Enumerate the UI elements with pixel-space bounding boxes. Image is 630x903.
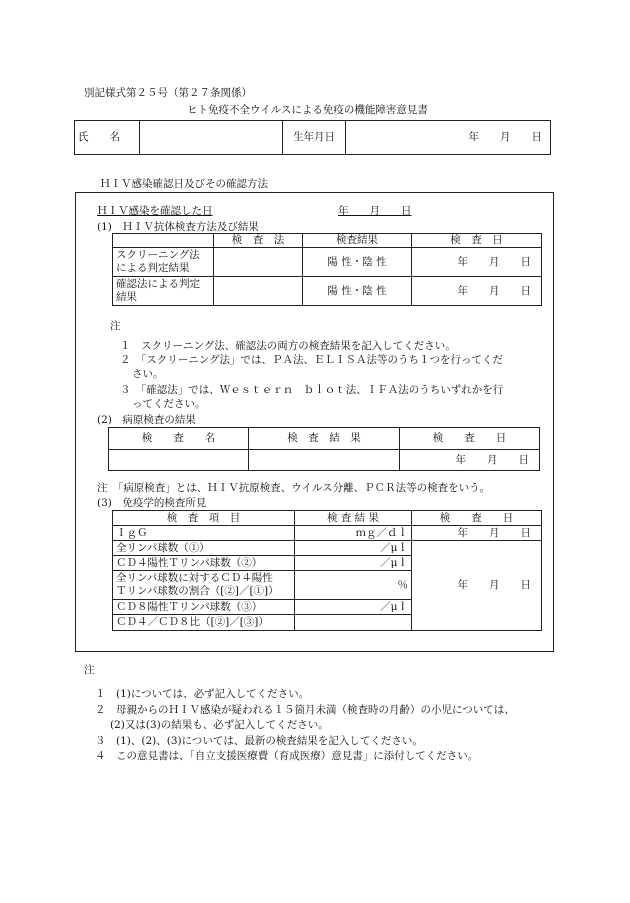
antibody-heading: (1) ＨＩＶ抗体検査方法及び結果 [97, 221, 259, 233]
immuno-result-cell[interactable] [295, 615, 412, 631]
antibody-note: １ スクリーニング法、確認法の両方の検査結果を記入してください。 [120, 340, 456, 352]
pathogen-header-name: 検 査 名 [109, 428, 249, 450]
immuno-item: 全リンパ球数に対するＣＤ４陽性 Ｔリンパ球数の割合（[②]／[①]） [113, 571, 295, 600]
hiv-section-heading: ＨＩＶ感染確認日及びその確認方法 [100, 178, 268, 190]
immuno-result-cell[interactable]: ｍｇ／ｄｌ [295, 526, 412, 541]
immuno-item: 全リンパ球数（①） [113, 541, 295, 556]
immuno-result-cell[interactable]: ／μｌ [295, 556, 412, 571]
immuno-heading: (3) 免疫学的検査所見 [97, 497, 207, 509]
antibody-note: ２ 「スクリーニング法」では、ＰＡ法、ＥＬＩＳＡ法等のうち１つを行ってくだ [120, 354, 504, 366]
footer-note: (2)又は(3)の結果も、必ず記入してください。 [110, 719, 329, 731]
dob-date: 年 月 日 [468, 131, 542, 143]
immuno-item: ＣＤ４／ＣＤ８比（[②]／[③]） [113, 615, 295, 631]
antibody-result-cell[interactable]: 陽 性・陰 性 [303, 248, 412, 277]
name-field[interactable] [140, 121, 283, 155]
antibody-note: ってください。 [132, 398, 206, 410]
pathogen-date-cell[interactable]: 年 月 日 [400, 450, 540, 471]
immuno-item: ＣＤ８陽性Ｔリンパ球数（③） [113, 600, 295, 615]
footer-note: ３ (1)、(2)、(3)については、最新の検査結果を記入してください。 [95, 735, 423, 747]
pathogen-name-cell[interactable] [109, 450, 249, 471]
antibody-result-cell[interactable]: 陽 性・陰 性 [303, 277, 412, 306]
antibody-note: さい。 [132, 368, 164, 380]
footer-note: １ (1)については、必ず記入してください。 [95, 688, 310, 700]
antibody-header-method: 検 査 法 [214, 234, 303, 248]
antibody-note: ３ 「確認法」では、Ｗｅｓｔｅｒｎ ｂｌｏｔ法、ＩＦＡ法のうちいずれかを行 [120, 384, 504, 396]
pathogen-result-cell[interactable] [249, 450, 400, 471]
immuno-result-cell[interactable]: ％ [295, 571, 412, 600]
dob-label: 生年月日 [283, 121, 346, 155]
antibody-note-label: 注 [110, 320, 121, 332]
antibody-header-result: 検査結果 [303, 234, 412, 248]
immuno-header-result: 検 査 結 果 [295, 511, 412, 526]
immuno-item: ＩｇＧ [113, 526, 295, 541]
footer-note: ４ この意見書は、「自立支援医療費（育成医療）意見書」に添付してください。 [95, 750, 479, 762]
antibody-date-cell[interactable]: 年 月 日 [412, 248, 542, 277]
person-table [74, 120, 551, 155]
footer-note: ２ 母親からのＨＩＶ感染が疑われる１５箇月未満（検査時の月齢）の小児については、 [95, 704, 515, 716]
pathogen-table [108, 427, 540, 471]
pathogen-header-result: 検 査 結 果 [249, 428, 400, 450]
name-label: 氏 名 [75, 121, 140, 155]
pathogen-heading: (2) 病原検査の結果 [97, 414, 196, 426]
antibody-date-cell[interactable]: 年 月 日 [412, 277, 542, 306]
immuno-date-cell[interactable]: 年 月 日 [412, 526, 542, 541]
pathogen-header-date: 検 査 日 [400, 428, 540, 450]
immuno-item: ＣＤ４陽性Ｔリンパ球数（②） [113, 556, 295, 571]
form-number: 別記様式第２５号（第２７条関係） [84, 87, 252, 99]
immuno-result-cell[interactable]: ／μｌ [295, 600, 412, 615]
immuno-header-date: 検 査 日 [412, 511, 542, 526]
footer-note-label: 注 [84, 664, 95, 676]
immuno-table [112, 510, 542, 631]
antibody-row-label: 確認法による判定 結果 [113, 277, 214, 306]
immuno-date-cell[interactable]: 年 月 日 [412, 541, 542, 631]
confirm-date-label: ＨＩＶ感染を確認した日 [97, 205, 213, 217]
dob-field[interactable] [346, 121, 551, 155]
antibody-method-cell[interactable] [214, 248, 303, 277]
pathogen-note: 注 「病原検査」とは、ＨＩＶ抗原検査、ウイルス分離、ＰＣＲ法等の検査をいう。 [97, 482, 491, 494]
confirm-date-value[interactable]: 年 月 日 [338, 205, 412, 217]
immuno-result-cell[interactable]: ／μｌ [295, 541, 412, 556]
antibody-table [112, 233, 542, 306]
immuno-header-item: 検 査 項 目 [113, 511, 295, 526]
document-title: ヒト免疫不全ウイルスによる免疫の機能障害意見書 [187, 104, 428, 116]
antibody-row-label: スクリーニング法 による判定結果 [113, 248, 214, 277]
antibody-method-cell[interactable] [214, 277, 303, 306]
antibody-header-date: 検 査 日 [412, 234, 542, 248]
